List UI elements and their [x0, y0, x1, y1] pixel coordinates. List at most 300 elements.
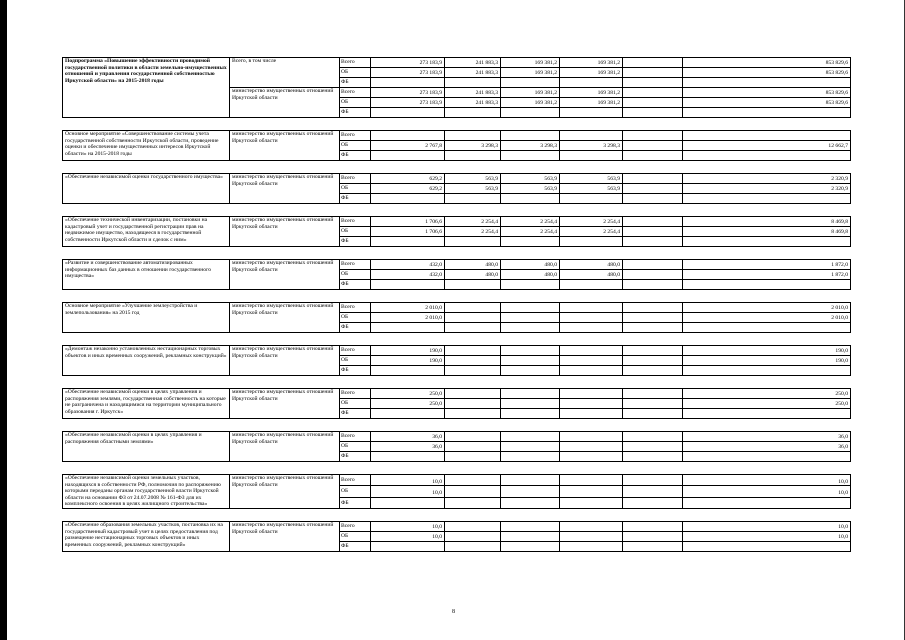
separator-cell: [63, 462, 851, 475]
total-cell: 10,0: [683, 475, 851, 486]
year-value-cell: [623, 98, 683, 108]
total-cell: [683, 237, 851, 247]
year-value-cell: [445, 541, 501, 551]
total-cell: [683, 323, 851, 333]
year-value-cell: [560, 280, 623, 290]
table-row: [63, 432, 851, 442]
table-row: [63, 260, 851, 270]
year-value-cell: [501, 303, 560, 313]
year-value-cell: [560, 237, 623, 247]
executor-cell: министерство имущественных отношений Иркутской области: [230, 131, 340, 161]
year-value-cell: 169 381,2: [501, 98, 560, 108]
year-value-cell: [560, 389, 623, 399]
year-value-cell: 2 254,4: [501, 217, 560, 227]
year-value-cell: [445, 78, 501, 88]
year-value-cell: [623, 346, 683, 356]
year-value-cell: [445, 409, 501, 419]
funding-source-cell: ОБ: [340, 356, 371, 366]
year-value-cell: 480,0: [560, 270, 623, 280]
year-value-cell: [623, 280, 683, 290]
funding-source-cell: ФБ: [340, 151, 371, 161]
document-page: [62, 57, 850, 552]
block-separator: [63, 118, 851, 131]
year-value-cell: 241 883,3: [445, 98, 501, 108]
year-value-cell: 36,0: [371, 432, 445, 442]
year-value-cell: [501, 313, 560, 323]
year-value-cell: [560, 521, 623, 531]
executor-cell: министерство имущественных отношений Иркутской области: [230, 303, 340, 333]
separator-cell: [63, 204, 851, 217]
year-value-cell: [501, 108, 560, 118]
year-value-cell: [623, 260, 683, 270]
year-value-cell: [501, 389, 560, 399]
separator-cell: [63, 118, 851, 131]
table-row: [63, 521, 851, 531]
year-value-cell: [501, 356, 560, 366]
funding-source-cell: ФБ: [340, 108, 371, 118]
year-value-cell: [623, 151, 683, 161]
year-value-cell: 241 883,3: [445, 68, 501, 78]
activity-name-cell: «Обеспечение независимой оценки в целях управления и распоряжения землями, государственная собственность на которые не разграничена и находящимися на территории муниципального образования г. Иркутск»: [63, 389, 230, 419]
executor-cell: министерство имущественных отношений Иркутской области: [230, 217, 340, 247]
year-value-cell: [501, 323, 560, 333]
funding-source-cell: Всего: [340, 475, 371, 486]
total-cell: 10,0: [683, 531, 851, 541]
year-value-cell: 563,9: [445, 174, 501, 184]
block-separator: [63, 419, 851, 432]
year-value-cell: [445, 432, 501, 442]
year-value-cell: [560, 531, 623, 541]
year-value-cell: [560, 78, 623, 88]
year-value-cell: [623, 184, 683, 194]
total-cell: 36,0: [683, 442, 851, 452]
year-value-cell: [623, 227, 683, 237]
funding-source-cell: Всего: [340, 303, 371, 313]
funding-source-cell: ОБ: [340, 531, 371, 541]
year-value-cell: [560, 452, 623, 462]
year-value-cell: [560, 399, 623, 409]
year-value-cell: 563,9: [501, 184, 560, 194]
funding-source-cell: Всего: [340, 346, 371, 356]
activity-name-cell: Подпрограмма «Повышение эффективности проводимой государственной политики в области земельно-имущественных отношений и управления государственной собственностью Иркутской области» на 2015-2018 годы: [63, 58, 230, 118]
page-number: 8: [452, 609, 455, 615]
year-value-cell: [445, 442, 501, 452]
total-cell: [683, 541, 851, 551]
year-value-cell: 2 254,4: [560, 227, 623, 237]
year-value-cell: [623, 432, 683, 442]
year-value-cell: 169 381,2: [560, 58, 623, 68]
year-value-cell: [623, 399, 683, 409]
year-value-cell: 2 254,4: [445, 217, 501, 227]
year-value-cell: 241 883,3: [445, 88, 501, 98]
block-separator: [63, 204, 851, 217]
year-value-cell: [445, 486, 501, 497]
year-value-cell: [560, 442, 623, 452]
total-cell: 1 872,0: [683, 260, 851, 270]
year-value-cell: [501, 151, 560, 161]
total-cell: 250,0: [683, 389, 851, 399]
funding-source-cell: Всего: [340, 521, 371, 531]
year-value-cell: 480,0: [501, 270, 560, 280]
year-value-cell: [445, 399, 501, 409]
total-cell: 36,0: [683, 432, 851, 442]
year-value-cell: 1 706,6: [371, 227, 445, 237]
year-value-cell: [560, 432, 623, 442]
year-value-cell: [371, 366, 445, 376]
block-separator: [63, 333, 851, 346]
activity-name-cell: «Демонтаж незаконно установленных нестационарных торговых объектов и иных временных сооружений, рекламных конструкций»: [63, 346, 230, 376]
funding-source-cell: ФБ: [340, 194, 371, 204]
year-value-cell: 1 706,6: [371, 217, 445, 227]
year-value-cell: [623, 356, 683, 366]
year-value-cell: [501, 497, 560, 508]
year-value-cell: [445, 151, 501, 161]
year-value-cell: [501, 541, 560, 551]
funding-source-cell: Всего: [340, 174, 371, 184]
funding-source-cell: ОБ: [340, 486, 371, 497]
year-value-cell: [560, 346, 623, 356]
total-cell: 853 829,6: [683, 88, 851, 98]
year-value-cell: 2 767,8: [371, 141, 445, 151]
year-value-cell: [623, 58, 683, 68]
total-cell: 190,0: [683, 356, 851, 366]
year-value-cell: 190,0: [371, 356, 445, 366]
funding-source-cell: Всего: [340, 389, 371, 399]
table-body: [63, 58, 851, 552]
year-value-cell: [371, 541, 445, 551]
year-value-cell: 250,0: [371, 389, 445, 399]
year-value-cell: [445, 303, 501, 313]
year-value-cell: [501, 366, 560, 376]
year-value-cell: 36,0: [371, 442, 445, 452]
year-value-cell: [623, 452, 683, 462]
year-value-cell: [371, 108, 445, 118]
year-value-cell: 250,0: [371, 399, 445, 409]
activity-name-cell: «Обеспечение независимой оценки государственного имущества»: [63, 174, 230, 204]
total-cell: [683, 409, 851, 419]
year-value-cell: [623, 409, 683, 419]
total-cell: [683, 280, 851, 290]
funding-source-cell: ОБ: [340, 184, 371, 194]
block-separator: [63, 247, 851, 260]
year-value-cell: 3 298,3: [560, 141, 623, 151]
year-value-cell: [501, 432, 560, 442]
funding-source-cell: ОБ: [340, 98, 371, 108]
year-value-cell: [501, 486, 560, 497]
year-value-cell: [371, 409, 445, 419]
year-value-cell: [623, 88, 683, 98]
table-row: [63, 58, 851, 68]
year-value-cell: 273 183,9: [371, 98, 445, 108]
year-value-cell: 273 183,9: [371, 88, 445, 98]
year-value-cell: 169 381,2: [560, 68, 623, 78]
year-value-cell: [445, 531, 501, 541]
executor-cell: министерство имущественных отношений Иркутской области: [230, 475, 340, 509]
year-value-cell: [445, 194, 501, 204]
year-value-cell: 10,0: [371, 475, 445, 486]
executor-cell: министерство имущественных отношений Иркутской области: [230, 389, 340, 419]
activity-name-cell: «Обеспечение независимой оценки в целях управления и распоряжения областными землями»: [63, 432, 230, 462]
year-value-cell: 169 381,2: [501, 68, 560, 78]
year-value-cell: [623, 531, 683, 541]
separator-cell: [63, 161, 851, 174]
year-value-cell: [560, 356, 623, 366]
activity-name-cell: «Развитие и совершенствование автоматизированных информационных баз данных в отношении государственного имущества»: [63, 260, 230, 290]
year-value-cell: 10,0: [371, 521, 445, 531]
year-value-cell: [445, 131, 501, 141]
total-cell: [683, 131, 851, 141]
year-value-cell: [501, 521, 560, 531]
year-value-cell: 169 381,2: [560, 88, 623, 98]
scan-edge-left: [0, 0, 7, 640]
table-row: [63, 475, 851, 486]
year-value-cell: [623, 194, 683, 204]
funding-source-cell: ОБ: [340, 399, 371, 409]
year-value-cell: [445, 280, 501, 290]
funding-source-cell: ОБ: [340, 68, 371, 78]
table-row: [63, 131, 851, 141]
year-value-cell: 169 381,2: [501, 88, 560, 98]
funding-source-cell: ФБ: [340, 78, 371, 88]
year-value-cell: 629,2: [371, 184, 445, 194]
year-value-cell: [371, 280, 445, 290]
funding-source-cell: ФБ: [340, 280, 371, 290]
total-cell: 10,0: [683, 486, 851, 497]
year-value-cell: [623, 389, 683, 399]
executor-cell: министерство имущественных отношений Иркутской области: [230, 521, 340, 551]
year-value-cell: [371, 237, 445, 247]
activity-name-cell: Основное мероприятие «Совершенствование системы учета государственной собственности Иркутской области, проведение оценки и обеспечение имущественных интересов Иркутской области» на 2015-2018 годы: [63, 131, 230, 161]
funding-source-cell: ФБ: [340, 497, 371, 508]
total-cell: 10,0: [683, 521, 851, 531]
year-value-cell: 563,9: [445, 184, 501, 194]
year-value-cell: [560, 475, 623, 486]
executor-cell: министерство имущественных отношений Иркутской области: [230, 346, 340, 376]
year-value-cell: [623, 486, 683, 497]
separator-cell: [63, 333, 851, 346]
year-value-cell: [371, 131, 445, 141]
funding-source-cell: ФБ: [340, 541, 371, 551]
year-value-cell: 3 298,3: [501, 141, 560, 151]
year-value-cell: 169 381,2: [560, 98, 623, 108]
total-cell: 2 010,0: [683, 313, 851, 323]
year-value-cell: [560, 366, 623, 376]
funding-source-cell: Всего: [340, 217, 371, 227]
year-value-cell: 480,0: [445, 260, 501, 270]
total-cell: [683, 151, 851, 161]
total-cell: 853 829,6: [683, 98, 851, 108]
funding-source-cell: ОБ: [340, 270, 371, 280]
year-value-cell: [560, 409, 623, 419]
block-separator: [63, 462, 851, 475]
total-cell: 8 469,8: [683, 217, 851, 227]
activity-name-cell: «Обеспечение независимой оценки земельных участков, находящихся в собственности РФ, полномочия по распоряжению которыми переданы органам государственной власти Иркутской области на основании ФЗ от 24.07.2008 № 161-ФЗ для их комплексного освоения в целях жилищного строительства»: [63, 475, 230, 509]
separator-cell: [63, 290, 851, 303]
block-separator: [63, 376, 851, 389]
year-value-cell: [371, 194, 445, 204]
funding-source-cell: ФБ: [340, 409, 371, 419]
block-separator: [63, 290, 851, 303]
year-value-cell: [445, 452, 501, 462]
year-value-cell: [623, 442, 683, 452]
year-value-cell: [623, 217, 683, 227]
total-cell: 2 010,0: [683, 303, 851, 313]
year-value-cell: 480,0: [560, 260, 623, 270]
year-value-cell: [501, 280, 560, 290]
year-value-cell: [501, 531, 560, 541]
year-value-cell: [501, 237, 560, 247]
year-value-cell: [560, 151, 623, 161]
table-row: [63, 346, 851, 356]
year-value-cell: [623, 366, 683, 376]
funding-source-cell: ФБ: [340, 323, 371, 333]
total-cell: [683, 194, 851, 204]
separator-cell: [63, 508, 851, 521]
total-cell: 250,0: [683, 399, 851, 409]
year-value-cell: 2 010,0: [371, 303, 445, 313]
funding-source-cell: Всего: [340, 432, 371, 442]
year-value-cell: 432,0: [371, 270, 445, 280]
executor-cell: Всего, в том числе: [230, 58, 340, 88]
year-value-cell: [623, 475, 683, 486]
funding-source-cell: ФБ: [340, 237, 371, 247]
year-value-cell: [501, 452, 560, 462]
year-value-cell: [445, 108, 501, 118]
funding-source-cell: ФБ: [340, 452, 371, 462]
year-value-cell: 480,0: [501, 260, 560, 270]
year-value-cell: 563,9: [560, 184, 623, 194]
year-value-cell: [445, 497, 501, 508]
year-value-cell: 563,9: [501, 174, 560, 184]
block-separator: [63, 161, 851, 174]
year-value-cell: 2 254,4: [501, 227, 560, 237]
year-value-cell: [371, 151, 445, 161]
year-value-cell: [560, 541, 623, 551]
year-value-cell: [623, 270, 683, 280]
year-value-cell: 563,9: [560, 174, 623, 184]
total-cell: [683, 497, 851, 508]
year-value-cell: [501, 131, 560, 141]
total-cell: 190,0: [683, 346, 851, 356]
year-value-cell: [445, 521, 501, 531]
year-value-cell: [623, 108, 683, 118]
funding-source-cell: Всего: [340, 131, 371, 141]
year-value-cell: [371, 452, 445, 462]
year-value-cell: [560, 497, 623, 508]
year-value-cell: [623, 131, 683, 141]
year-value-cell: [445, 366, 501, 376]
year-value-cell: [371, 78, 445, 88]
table-row: [63, 303, 851, 313]
funding-source-cell: ОБ: [340, 227, 371, 237]
table-row: [63, 174, 851, 184]
total-cell: 1 872,0: [683, 270, 851, 280]
funding-source-cell: Всего: [340, 260, 371, 270]
year-value-cell: 241 883,3: [445, 58, 501, 68]
budget-table: [62, 57, 851, 552]
year-value-cell: [560, 313, 623, 323]
year-value-cell: [623, 541, 683, 551]
year-value-cell: [623, 497, 683, 508]
year-value-cell: [501, 346, 560, 356]
executor-cell: министерство имущественных отношений Иркутской области: [230, 88, 340, 118]
total-cell: 853 829,6: [683, 58, 851, 68]
year-value-cell: [445, 389, 501, 399]
year-value-cell: [445, 475, 501, 486]
executor-cell: министерство имущественных отношений Иркутской области: [230, 432, 340, 462]
executor-cell: министерство имущественных отношений Иркутской области: [230, 260, 340, 290]
year-value-cell: [501, 442, 560, 452]
year-value-cell: [501, 409, 560, 419]
total-cell: 853 829,6: [683, 68, 851, 78]
year-value-cell: 273 183,9: [371, 68, 445, 78]
funding-source-cell: ОБ: [340, 141, 371, 151]
funding-source-cell: ОБ: [340, 313, 371, 323]
year-value-cell: 273 183,9: [371, 58, 445, 68]
executor-cell: министерство имущественных отношений Иркутской области: [230, 174, 340, 204]
year-value-cell: 432,0: [371, 260, 445, 270]
year-value-cell: [560, 303, 623, 313]
year-value-cell: [623, 303, 683, 313]
funding-source-cell: Всего: [340, 58, 371, 68]
year-value-cell: 190,0: [371, 346, 445, 356]
year-value-cell: [623, 78, 683, 88]
total-cell: 2 320,9: [683, 174, 851, 184]
total-cell: 2 320,9: [683, 184, 851, 194]
year-value-cell: 629,2: [371, 174, 445, 184]
separator-cell: [63, 376, 851, 389]
total-cell: [683, 452, 851, 462]
year-value-cell: [560, 323, 623, 333]
year-value-cell: [501, 194, 560, 204]
total-cell: 8 469,8: [683, 227, 851, 237]
year-value-cell: [445, 237, 501, 247]
year-value-cell: 10,0: [371, 486, 445, 497]
year-value-cell: [623, 313, 683, 323]
funding-source-cell: ФБ: [340, 366, 371, 376]
year-value-cell: [445, 313, 501, 323]
year-value-cell: [623, 521, 683, 531]
year-value-cell: 10,0: [371, 531, 445, 541]
total-cell: [683, 108, 851, 118]
year-value-cell: 480,0: [445, 270, 501, 280]
year-value-cell: [623, 68, 683, 78]
activity-name-cell: Основное мероприятие «Улучшение землеустройства и землепользования» на 2015 год: [63, 303, 230, 333]
separator-cell: [63, 247, 851, 260]
year-value-cell: [501, 78, 560, 88]
year-value-cell: [445, 346, 501, 356]
total-cell: [683, 366, 851, 376]
year-value-cell: [623, 141, 683, 151]
funding-source-cell: ОБ: [340, 442, 371, 452]
separator-cell: [63, 419, 851, 432]
year-value-cell: [445, 323, 501, 333]
year-value-cell: [560, 486, 623, 497]
year-value-cell: 2 254,4: [445, 227, 501, 237]
total-cell: [683, 78, 851, 88]
year-value-cell: [445, 356, 501, 366]
activity-name-cell: «Обеспечение образования земельных участков, постановка их на государственный кадастровый учет в целях предоставления под размещение нестационарных торговых объектов и иных временных сооружений, рекламных конструкций»: [63, 521, 230, 551]
year-value-cell: [371, 497, 445, 508]
year-value-cell: 2 010,0: [371, 313, 445, 323]
activity-name-cell: «Обеспечение технической инвентаризации, постановки на кадастровый учет и государственной регистрации прав на недвижимое имущество, находящееся в государственной собственности Иркутской области и сделок с ним»: [63, 217, 230, 247]
year-value-cell: [560, 194, 623, 204]
table-row: [63, 389, 851, 399]
funding-source-cell: Всего: [340, 88, 371, 98]
year-value-cell: [623, 323, 683, 333]
year-value-cell: [501, 399, 560, 409]
year-value-cell: [560, 108, 623, 118]
